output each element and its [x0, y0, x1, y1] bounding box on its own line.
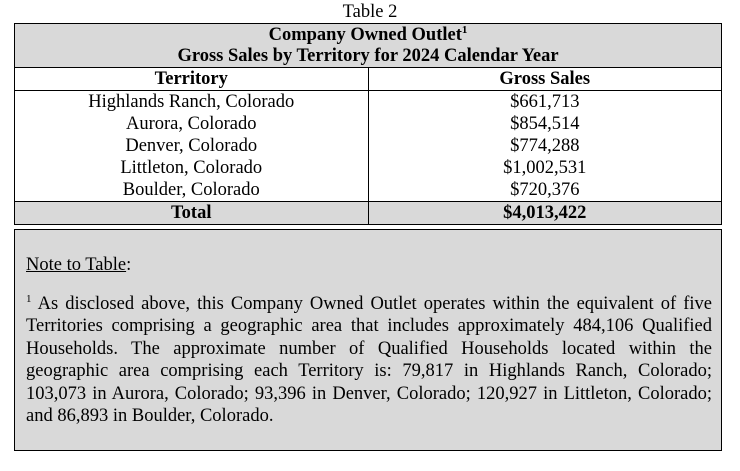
territory-cell: Denver, Colorado [15, 135, 369, 157]
column-header-gross-sales: Gross Sales [368, 68, 722, 91]
total-value: $4,013,422 [368, 202, 722, 225]
gross-sales-cell: $1,002,531 [368, 157, 722, 179]
table-row [15, 113, 722, 135]
note-heading-text: Note to Table [26, 255, 127, 275]
table-title-line-1: Company Owned Outlet [268, 25, 462, 45]
note-heading [26, 254, 131, 276]
table-row [15, 157, 722, 179]
note-heading-suffix: : [126, 255, 132, 275]
gross-sales-table [14, 23, 722, 225]
territory-cell: Highlands Ranch, Colorado [15, 91, 369, 114]
gross-sales-cell: $854,514 [368, 113, 722, 135]
total-row [15, 202, 722, 225]
table-row [15, 91, 722, 114]
gross-sales-cell: $661,713 [368, 91, 722, 114]
table-caption: Table 2 [342, 2, 398, 22]
note-body [26, 293, 712, 427]
note-box [14, 229, 722, 451]
territory-cell: Boulder, Colorado [15, 179, 369, 202]
table-row [15, 179, 722, 202]
note-footnote-marker: 1 [26, 292, 32, 305]
gross-sales-cell: $720,376 [368, 179, 722, 202]
table-title [15, 24, 722, 68]
territory-cell: Littleton, Colorado [15, 157, 369, 179]
column-header-row [15, 68, 722, 91]
title-footnote-marker: 1 [461, 23, 468, 36]
gross-sales-cell: $774,288 [368, 135, 722, 157]
territory-cell: Aurora, Colorado [15, 113, 369, 135]
table-title-row [15, 24, 722, 68]
table-row [15, 135, 722, 157]
total-label: Total [15, 202, 369, 225]
table-title-line-2: Gross Sales by Territory for 2024 Calendar Year [177, 46, 559, 66]
column-header-territory: Territory [15, 68, 369, 91]
note-text: As disclosed above, this Company Owned Outlet operates within the equivalent of five Territories comprising a geographic area that includes approximately 484,106 Qualified Households. The approximate number of Qualified Households located within the geographic area comprising each Territory is: 79,817 in Highlands Ranch, Colorado; 103,073 in Aurora, Colorado; 93,396 in Denver, Colorado; 120,927 in Littleton, Colorado; and 86,893 in Boulder, Colorado. [26, 294, 712, 427]
